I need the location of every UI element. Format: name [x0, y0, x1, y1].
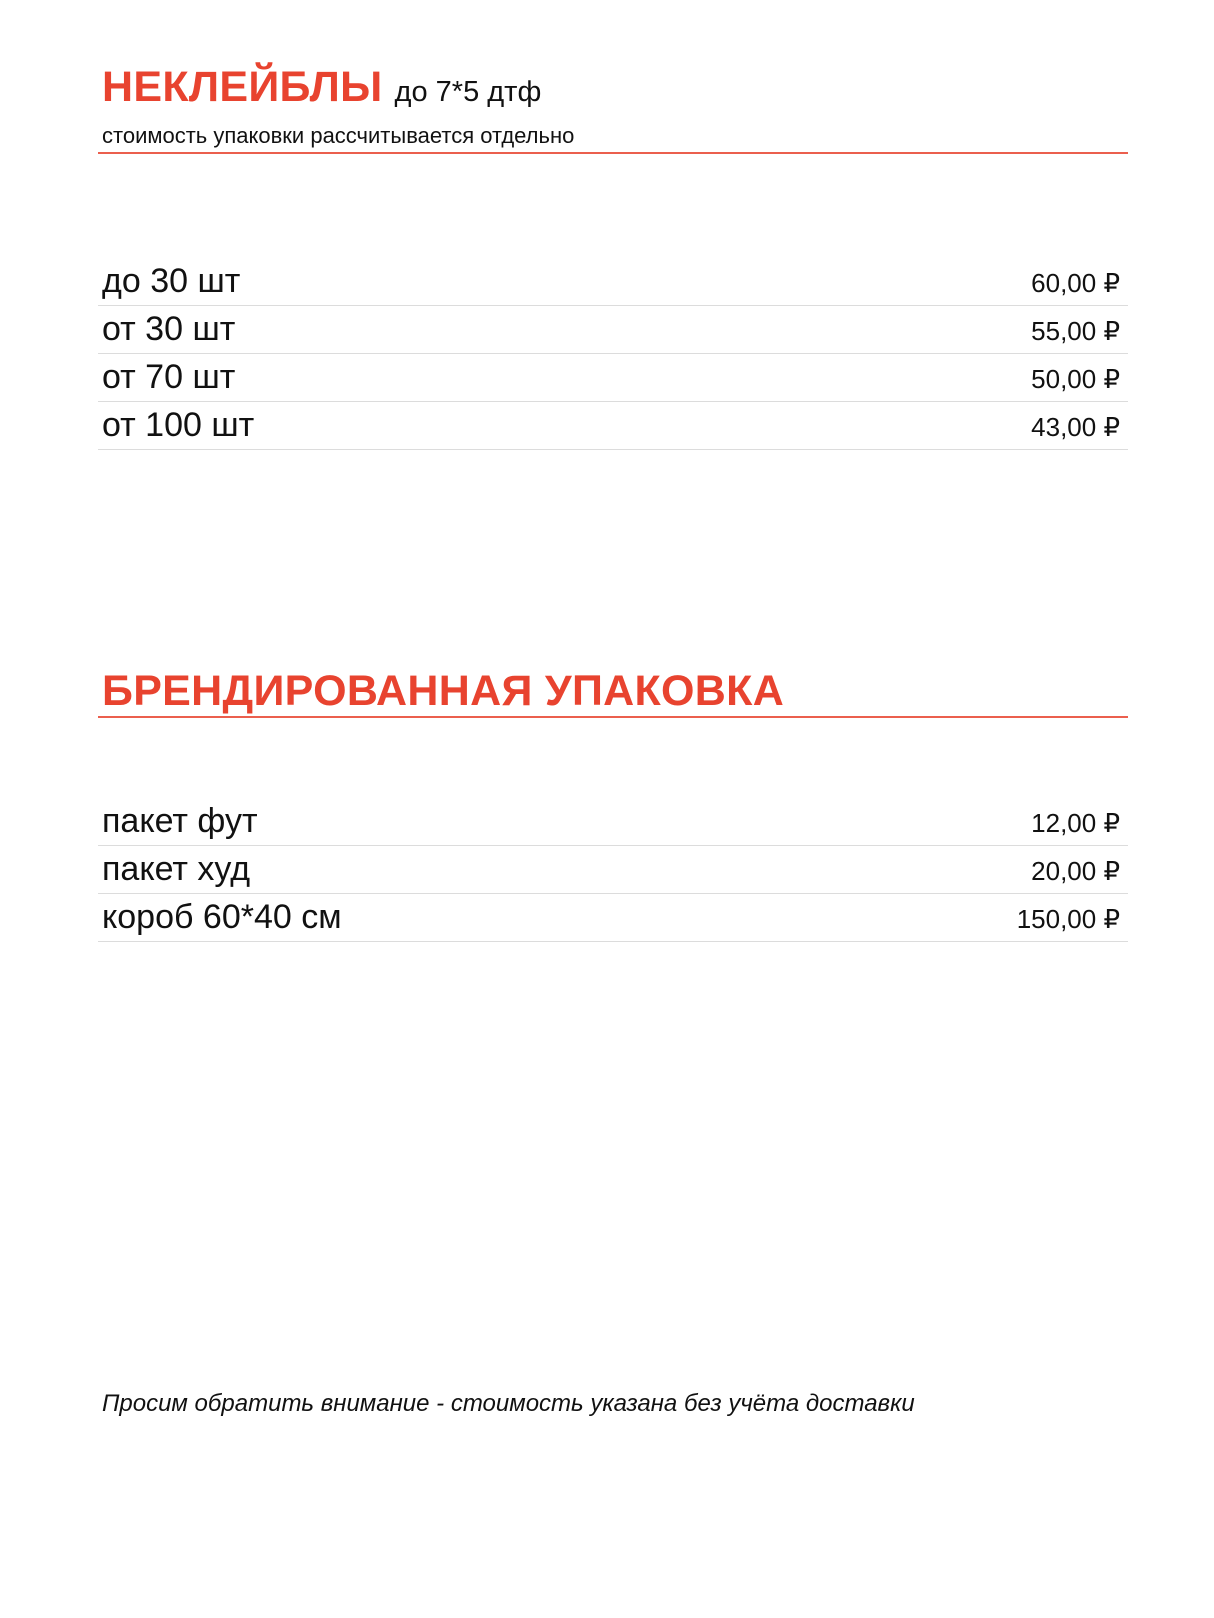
branded-packaging-divider [98, 716, 1128, 718]
neklejbly-heading-line [102, 63, 1124, 111]
price-row-label: до 30 шт [102, 262, 241, 300]
price-row-label: пакет худ [102, 850, 251, 888]
price-row-value: 60,00 ₽ [1031, 268, 1120, 298]
branded-packaging-section-header [102, 667, 1124, 715]
price-row-label: от 100 шт [102, 406, 255, 444]
branded-packaging-title: БРЕНДИРОВАННАЯ УПАКОВКА [102, 667, 785, 715]
branded-packaging-rule-wrap [102, 716, 1124, 718]
price-row [98, 354, 1128, 402]
price-row-label: от 70 шт [102, 358, 236, 396]
price-row [98, 402, 1128, 450]
price-row-value: 50,00 ₽ [1031, 364, 1120, 394]
price-row-label: от 30 шт [102, 310, 236, 348]
price-row [98, 798, 1128, 846]
price-row [98, 894, 1128, 942]
neklejbly-title: НЕКЛЕЙБЛЫ [102, 63, 383, 111]
branded-packaging-price-table [102, 798, 1124, 942]
neklejbly-title-suffix: до 7*5 дтф [394, 76, 542, 108]
neklejbly-divider [98, 152, 1128, 154]
price-row-label: короб 60*40 см [102, 898, 342, 936]
price-row [98, 846, 1128, 894]
price-row-value: 12,00 ₽ [1031, 808, 1120, 838]
price-row-value: 150,00 ₽ [1016, 904, 1120, 934]
price-row-value: 20,00 ₽ [1031, 856, 1120, 886]
price-row-value: 55,00 ₽ [1031, 316, 1120, 346]
neklejbly-price-table [102, 258, 1124, 450]
price-row [98, 306, 1128, 354]
neklejbly-section-header [102, 63, 1124, 149]
delivery-note: Просим обратить внимание - стоимость указана без учёта доставки [102, 1390, 915, 1417]
price-row [98, 258, 1128, 306]
neklejbly-rule-wrap [102, 152, 1124, 154]
branded-packaging-heading-line [102, 667, 1124, 715]
neklejbly-subtitle: стоимость упаковки рассчитывается отдельно [102, 123, 575, 148]
price-row-label: пакет фут [102, 802, 258, 840]
price-row-value: 43,00 ₽ [1031, 412, 1120, 442]
